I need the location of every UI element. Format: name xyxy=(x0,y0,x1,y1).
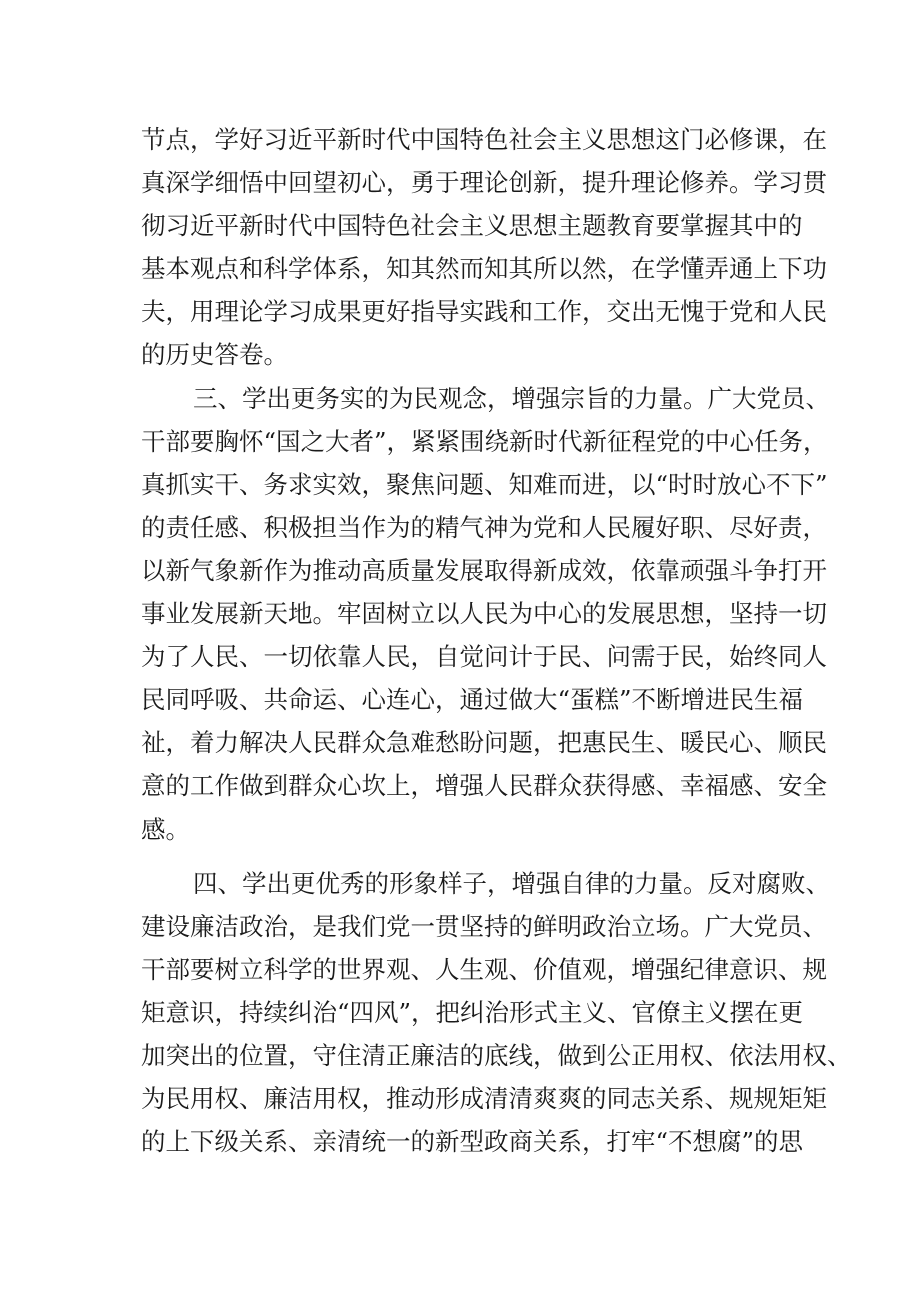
text-line: 节点，学好习近平新时代中国特色社会主义思想这门必修课，在 xyxy=(141,125,827,154)
text-line: 三、学出更务实的为民观念，增强宗旨的力量。广大党员、 xyxy=(193,383,830,413)
text-line: 为了人民、一切依靠人民，自觉问计于民、问需于民，始终同人 xyxy=(141,642,827,672)
text-line: 以新气象新作为推动高质量发展取得新成效，依靠顽强斗争打开 xyxy=(141,555,827,585)
text-line: 真深学细悟中回望初心，勇于理论创新，提升理论修养。学习贯 xyxy=(141,168,827,198)
text-line: 干部要胸怀“国之大者”，紧紧围绕新时代新征程党的中心任务， xyxy=(141,426,828,456)
text-line: 意的工作做到群众心坎上，增强人民群众获得感、幸福感、安全 xyxy=(141,771,827,801)
paragraph-section-three xyxy=(141,377,830,851)
text-line: 矩意识，持续纠治“四风”，把纠治形式主义、官僚主义摆在更 xyxy=(141,997,804,1027)
text-line: 彻习近平新时代中国特色社会主义思想主题教育要掌握其中的 xyxy=(141,211,803,241)
text-line: 干部要树立科学的世界观、人生观、价值观，增强纪律意识、规 xyxy=(141,954,827,984)
text-line: 夫，用理论学习成果更好指导实践和工作，交出无愧于党和人民 xyxy=(141,297,827,327)
document-body xyxy=(141,118,852,1163)
text-line: 基本观点和科学体系，知其然而知其所以然，在学懂弄通上下功 xyxy=(141,254,827,284)
text-line: 的上下级关系、亲清统一的新型政商关系，打牢“不想腐”的思 xyxy=(141,1127,804,1157)
text-line: 的历史答卷。 xyxy=(141,340,288,370)
text-line: 为民用权、廉洁用权，推动形成清清爽爽的同志关系、规规矩矩 xyxy=(141,1084,827,1114)
paragraph-continuation xyxy=(141,118,827,377)
text-line: 感。 xyxy=(141,814,190,844)
paragraph-section-four xyxy=(141,862,852,1164)
text-line: 祉，着力解决人民群众急难愁盼问题，把惠民生、暖民心、顺民 xyxy=(141,728,827,758)
text-line: 建设廉洁政治，是我们党一贯坚持的鲜明政治立场。广大党员、 xyxy=(141,911,827,941)
text-line: 真抓实干、务求实效，聚焦问题、知难而进，以“时时放心不下” xyxy=(141,469,828,499)
text-line: 加突出的位置，守住清正廉洁的底线，做到公正用权、依法用权、 xyxy=(141,1040,852,1070)
text-line: 事业发展新天地。牢固树立以人民为中心的发展思想，坚持一切 xyxy=(141,599,827,629)
text-line: 民同呼吸、共命运、心连心，通过做大“蛋糕”不断增进民生福 xyxy=(141,685,804,715)
text-line: 四、学出更优秀的形象样子，增强自律的力量。反对腐败、 xyxy=(193,868,830,898)
text-line: 的责任感、积极担当作为的精气神为党和人民履好职、尽好责， xyxy=(141,512,827,542)
